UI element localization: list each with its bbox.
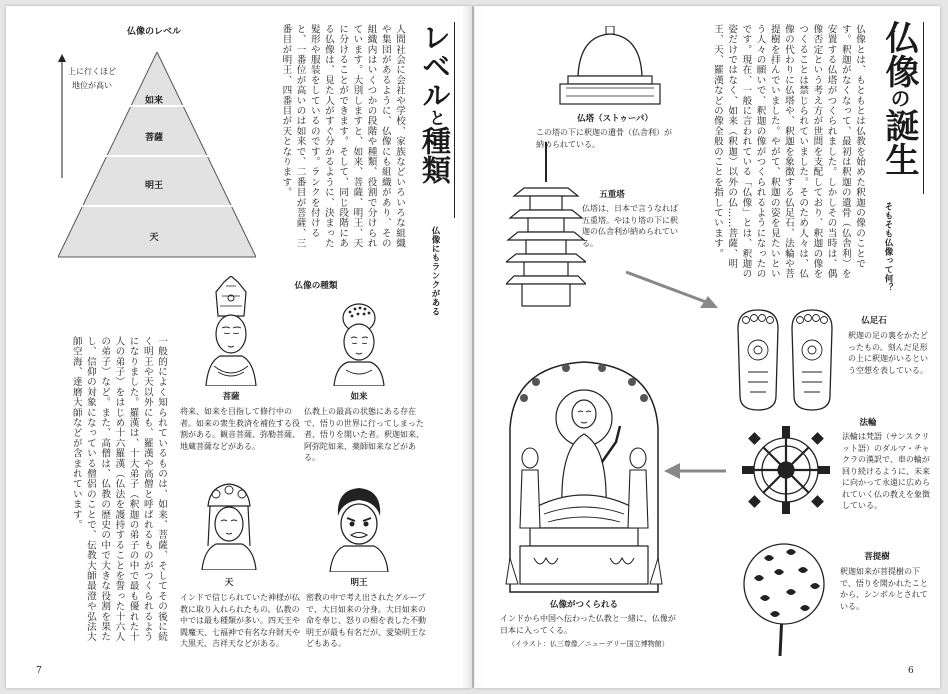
- arrow-to-statue-icon: [664, 461, 728, 481]
- birth-main-text: 仏像とは、もともとは仏教を始めた釈迦の像のことです。釈迦がなくなって、最初は釈迦の遺骨（仏舎利）を安置する仏塔がつくられました。しかしその当時は、偶像否定という考え方が世間を支配しており、釈迦の像をつくることは禁じられていました。そのため人々は、仏像の代わりに仏塔や、釈迦を象徴する仏足石、法輪や菩提樹を拝んでいました。やがて、釈迦の姿を見たいという人々の願いで、釈迦の像がつくられるようになったのです。現在、一般に言われている「仏像」とは、釈迦の姿だけではなく、如来（釈迦）以外の仏……菩薩、明王、天、羅漢などの像全般のことを指しています。: [711, 24, 865, 279]
- bosatsu-figure: [200, 276, 262, 386]
- bodhi-title: 菩提樹: [864, 552, 890, 562]
- dharma-wheel-icon: [740, 424, 832, 516]
- nyorai-figure: [330, 302, 388, 386]
- buddha-triad-figure: [504, 358, 664, 594]
- stupa-desc: この塔の下に釈迦の遺骨（仏舎利）が納められている。: [536, 128, 672, 149]
- pagoda-figure: [506, 142, 586, 310]
- type-name-ten: 天: [224, 578, 234, 588]
- type-desc-myoo: 密教の中で考え出されたグループで、大日如来の分身。大日如来の命を奉じ、怒りの相を表した不動明王が最も有名だが、愛染明王などもある。: [306, 593, 426, 648]
- title-rule-right: [923, 22, 924, 194]
- book-gutter: [462, 6, 486, 688]
- level-bosatsu: 菩薩: [144, 133, 163, 143]
- type-desc-bosatsu: 将来、如来を目指して修行中の者。如来の衆生救済を補佐する役割がある。観音菩薩、弥勒菩薩、地蔵菩薩などがある。: [180, 407, 300, 451]
- left-page: [6, 6, 472, 688]
- section-title-part1: レベル: [418, 22, 452, 109]
- footprint-title: 仏足石: [861, 316, 887, 326]
- level-pyramid: [58, 52, 256, 258]
- book-spread: [6, 6, 940, 688]
- section-subtitle: 仏像にもランクがある: [430, 226, 440, 316]
- rakan-text: 一般的によく知られているものは、如来、菩薩、そしてその後に続く明王や天以外にも、羅漢や高僧と呼ばれるものがつくられるようになりました。羅漢は、十大弟子（釈迦の弟子の中で最も優れた十人の弟子）をはじめ十六羅漢（仏法を護持することを誓った十六人の弟子）など。また、高僧は、仏教の歴史の中で大きな役割を果たし、信仰の対象になっている僧侶のことで、伝教大師最澄や弘法大師空海、達磨大師などが含まれています。: [70, 336, 167, 642]
- ten-figure: [196, 480, 262, 570]
- wheel-desc: 法輪は梵語（サンスクリット語）のダルマ・チャクラの漢訳で、車の輪が回り続けるように、未来に向かって永遠に広められていく仏の教えを象徴している。: [842, 432, 930, 510]
- footprint-figure: [732, 306, 842, 414]
- title-part1: 仏像: [879, 20, 919, 88]
- level-nyorai: 如来: [144, 96, 163, 106]
- type-name-bosatsu: 菩薩: [222, 392, 240, 402]
- pagoda-desc: 仏塔は、日本で言うなれば五重塔。やはり塔の下に釈迦の仏舎利が納められている。: [582, 204, 678, 248]
- page-subtitle: そもそも仏像って何？: [883, 202, 893, 292]
- bodhi-desc: 釈迦如来が菩提樹の下で、悟りを開かれたことから、シンボルとされている。: [840, 567, 928, 611]
- page-title: [876, 20, 920, 200]
- level-myoo: 明王: [144, 181, 163, 191]
- pagoda-title: 五重塔: [599, 190, 625, 200]
- level-diagram-title: 仏像のレベル: [126, 27, 181, 37]
- statue-credit: （イラスト：仏三尊像／ニューデリー国立博物館）: [508, 640, 669, 648]
- footprint-desc: 釈迦の足の裏をかたどったもの。刻んだ足形の上に釈迦がいるという空想を表している。: [848, 331, 928, 375]
- page-number-right: 6: [908, 666, 914, 676]
- title-part2: の: [887, 88, 911, 108]
- statue-desc: インドから中国へ伝わった仏教と一緒に、仏像が日本に入ってくる。: [500, 614, 676, 635]
- wheel-title: 法輪: [859, 418, 877, 428]
- statue-title: 仏像がつくられる: [549, 600, 618, 610]
- type-desc-nyorai: 仏教上の最高の状態にある存在で、悟りの世界に行ってしまった者、悟りを開いた者。釈迦如来、阿弥陀如来、薬師如来などがある。: [304, 407, 424, 462]
- arrow-label-1: 上に行くほど: [68, 67, 116, 76]
- page-number-left: 7: [36, 666, 42, 676]
- myoo-figure: [324, 486, 394, 572]
- title-part3: 誕生: [879, 108, 919, 176]
- section-title-part2: と: [425, 109, 445, 126]
- title-rule: [454, 22, 455, 218]
- type-name-myoo: 明王: [350, 578, 368, 588]
- type-name-nyorai: 如来: [350, 392, 368, 402]
- type-desc-ten: インドで信じられていた神様が仏教に取り入れられたもの。仏教の中では最も種類が多い。四天王や閻魔天、七福神で有名な弁財天や大黒天、吉祥天などがある。: [180, 593, 300, 648]
- section-title-part3: 種類: [418, 126, 452, 184]
- intro-text: 人間社会に会社や学校、家族などいろいろな組織や集団があるように、仏像にも組織があり、その組織内はいくつかの段階や種類、役割で分けられています。大別しますと、如来、菩薩、明王、天に分けることができます。そして、同じ段階にある仏像は、見た人がすぐ分かるように、決まった髪形や服装をしているのです。ランクを付けると、一番位が高いのは如来で、二番目が菩薩、三番目が明王、四番目が天となります。: [280, 24, 405, 249]
- right-page: [474, 6, 940, 688]
- stupa-title: 仏塔（ストゥーパ）: [577, 114, 653, 124]
- section-title: [418, 22, 452, 222]
- types-title: 仏像の種類: [294, 281, 338, 291]
- stupa-figure: [558, 26, 662, 106]
- arrow-label-2: 地位が高い: [72, 81, 112, 90]
- bodhi-tree-figure: [740, 536, 828, 656]
- level-ten: 天: [149, 233, 159, 243]
